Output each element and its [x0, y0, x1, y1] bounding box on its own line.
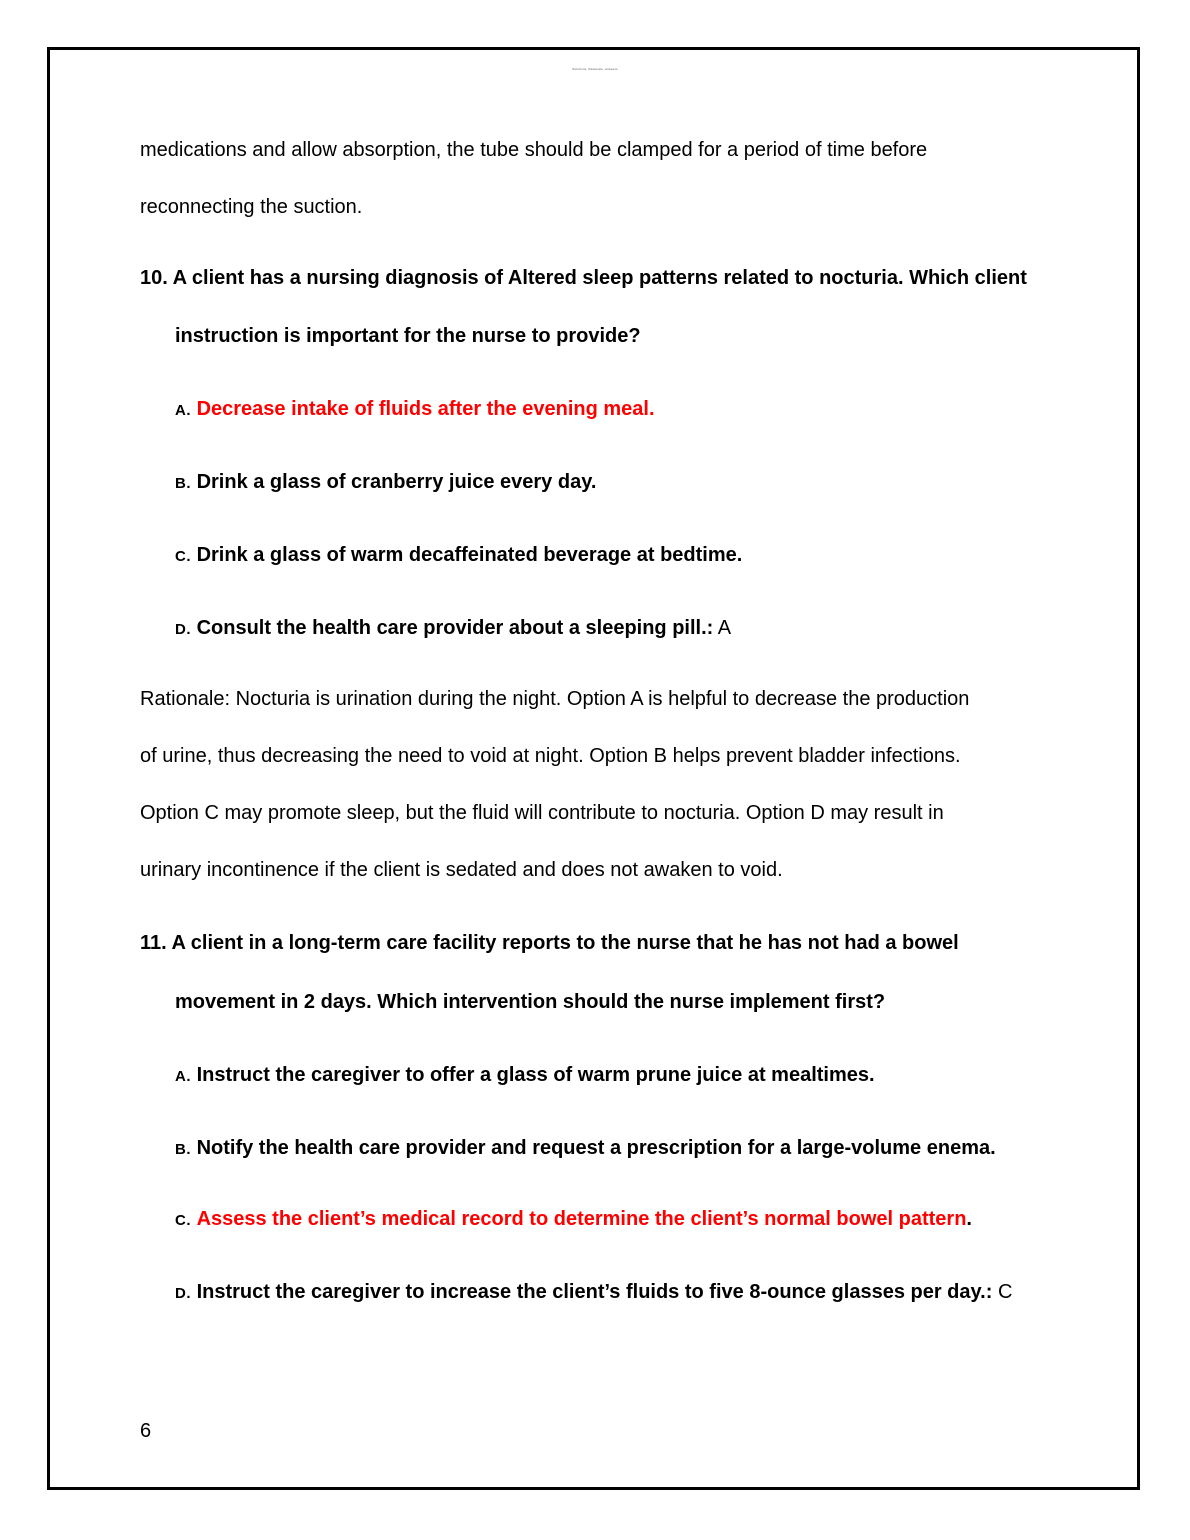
- page-number: 6: [140, 1420, 152, 1442]
- rationale-10-line-4: urinary incontinence if the client is sedated and does not awaken to void.: [140, 859, 783, 881]
- option-letter: D.: [175, 621, 191, 638]
- option-text: Instruct the caregiver to offer a glass of warm prune juice at mealtimes.: [196, 1064, 875, 1086]
- rationale-10-line-1: Rationale: Nocturia is urination during the night. Option A is helpful to decrease the production: [140, 688, 970, 710]
- option-text: Drink a glass of cranberry juice every day.: [196, 471, 597, 493]
- question-10-option-b: [175, 470, 596, 496]
- answer-key: A: [717, 617, 732, 639]
- option-letter: D.: [175, 1285, 191, 1302]
- question-10-stem-text-1: A client has a nursing diagnosis of Altered sleep patterns related to nocturia. Which client: [172, 267, 1027, 289]
- option-text-correct: Assess the client’s medical record to determine the client’s normal bowel pattern: [196, 1208, 967, 1230]
- question-10-option-a: [175, 397, 655, 423]
- rationale-10-line-2: of urine, thus decreasing the need to void at night. Option B helps prevent bladder infections.: [140, 745, 961, 767]
- question-11-stem-line-1: [140, 931, 959, 955]
- option-letter: B.: [175, 1141, 191, 1158]
- question-11-option-b: [175, 1136, 996, 1162]
- option-trailing-period: .: [966, 1208, 972, 1230]
- question-11-number: 11.: [140, 932, 167, 954]
- option-letter: A.: [175, 1068, 191, 1085]
- question-11-stem-line-2: movement in 2 days. Which intervention should the nurse implement first?: [175, 991, 886, 1013]
- option-text: Notify the health care provider and request a prescription for a large-volume enema.: [196, 1137, 996, 1159]
- question-10-option-d: [175, 616, 731, 642]
- option-letter: C.: [175, 1212, 191, 1229]
- question-11-option-c: [175, 1207, 972, 1233]
- option-letter: C.: [175, 548, 191, 565]
- option-letter: B.: [175, 475, 191, 492]
- question-10-stem-line-2: instruction is important for the nurse to provide?: [175, 325, 641, 347]
- continuation-line-2: reconnecting the suction.: [140, 196, 363, 218]
- option-text: Consult the health care provider about a sleeping pill.:: [196, 617, 714, 639]
- rationale-10-line-3: Option C may promote sleep, but the fluid will contribute to nocturia. Option D may result in: [140, 802, 944, 824]
- question-10-option-c: [175, 543, 742, 569]
- question-10-number: 10.: [140, 267, 168, 289]
- question-11-stem-text-1: A client in a long-term care facility reports to the nurse that he has not had a bowel: [171, 932, 959, 954]
- answer-key: C: [997, 1281, 1013, 1303]
- option-letter: A.: [175, 402, 191, 419]
- question-10-stem-line-1: [140, 266, 1027, 290]
- option-text-correct: Decrease intake of fluids after the evening meal.: [196, 398, 655, 420]
- page-border: [47, 47, 1140, 1490]
- question-11-option-a: [175, 1063, 875, 1089]
- option-text: Instruct the caregiver to increase the client’s fluids to five 8-ounce glasses per day.:: [196, 1281, 993, 1303]
- header-mark: Solutions, Rationale, Answers: [572, 67, 618, 71]
- question-11-option-d: [175, 1280, 1012, 1306]
- option-text: Drink a glass of warm decaffeinated beverage at bedtime.: [196, 544, 743, 566]
- continuation-line-1: medications and allow absorption, the tube should be clamped for a period of time before: [140, 139, 928, 161]
